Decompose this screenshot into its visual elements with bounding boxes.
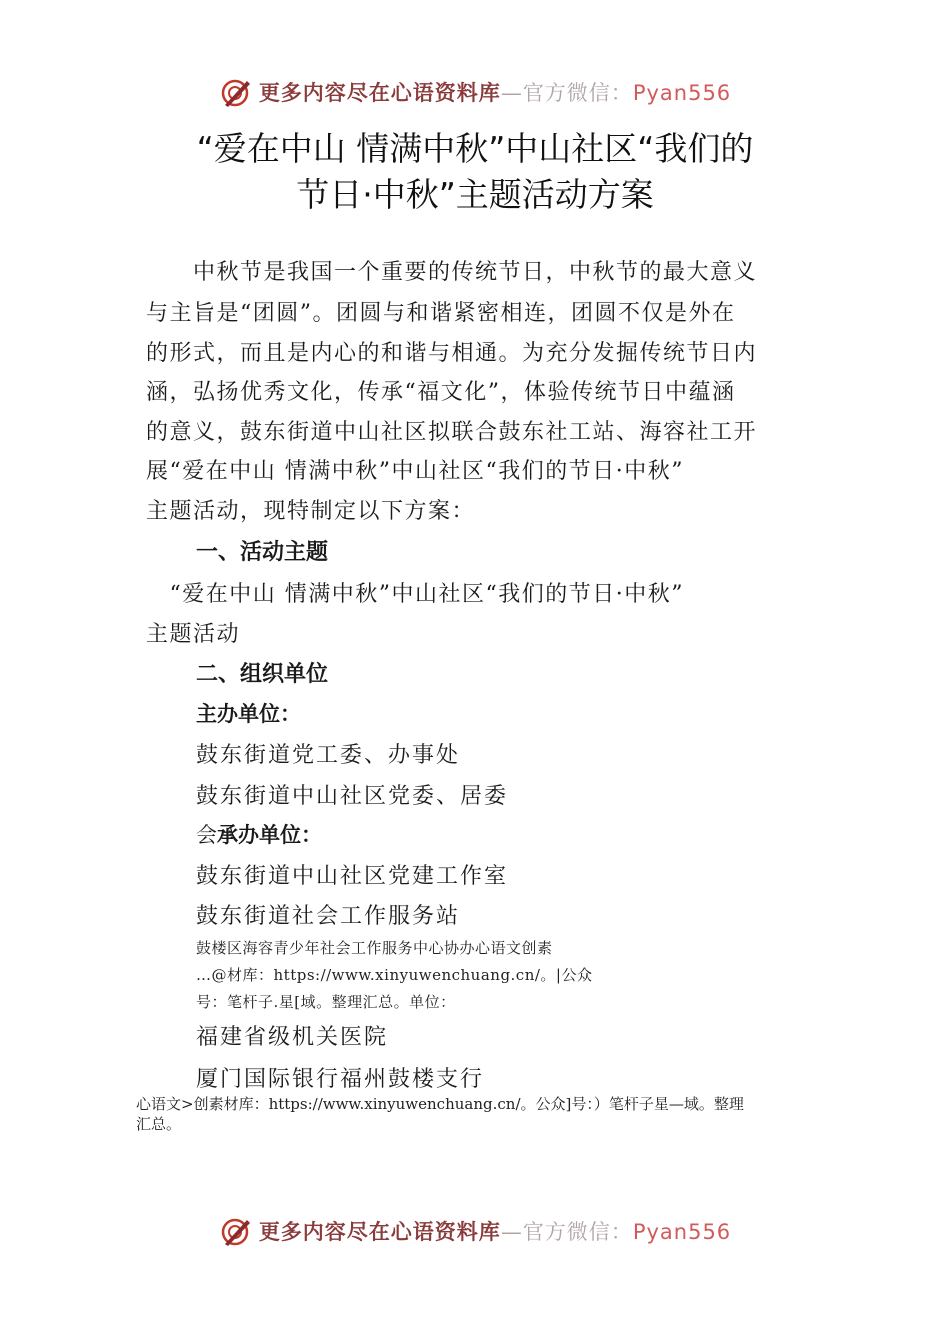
host-item: 鼓东街道中山社区党委、居委 bbox=[196, 784, 509, 809]
host-item: 鼓东街道党工委、办事处 bbox=[196, 743, 461, 768]
banner-text: 更多内容尽在心语资料库—官方微信：Pyan556 bbox=[258, 1220, 732, 1244]
intro-line: 与主旨是“团圆”。团圆与和谐紧密相连，团圆不仅是外在 bbox=[146, 301, 736, 326]
organizer-label: 会承办单位： bbox=[196, 823, 322, 847]
pen-logo-icon bbox=[219, 1214, 253, 1248]
organizer-item: 鼓东街道中山社区党建工作室 bbox=[196, 864, 509, 889]
footer-note-line: 汇总。 bbox=[136, 1115, 182, 1133]
co-org-item: 福建省级机关医院 bbox=[196, 1025, 389, 1050]
intro-line: 中秋节是我国一个重要的传统节日，中秋节的最大意义 bbox=[146, 260, 758, 285]
footer-banner bbox=[0, 1211, 950, 1251]
intro-line: 的形式，而且是内心的和谐与相通。为充分发掘传统节日内 bbox=[146, 341, 758, 366]
theme-line: 主题活动 bbox=[146, 622, 241, 647]
intro-line: 涵，弘扬优秀文化，传承“福文化”，体验传统节日中蕴涵 bbox=[146, 380, 736, 405]
section-heading-organizers: 二、组织单位 bbox=[196, 662, 329, 687]
section-heading-theme: 一、活动主题 bbox=[196, 540, 329, 565]
footer-note-line: 心语文>创素材库：https://www.xinyuwenchuang.cn/。公众]号：）笔杆子星—域。整理 bbox=[136, 1095, 744, 1113]
banner-text: 更多内容尽在心语资料库—官方微信：Pyan556 bbox=[258, 81, 732, 105]
organizer-item: 鼓东街道社会工作服务站 bbox=[196, 904, 461, 929]
co-org-item: 厦门国际银行福州鼓楼支行 bbox=[196, 1067, 485, 1092]
header-banner bbox=[0, 72, 950, 112]
intro-line: 主题活动，现特制定以下方案： bbox=[146, 499, 476, 524]
intro-line: 的意义，鼓东街道中山社区拟联合鼓东社工站、海容社工开 bbox=[146, 420, 758, 445]
title-line-2: 节日·中秋”主题活动方案 bbox=[296, 175, 654, 214]
garbled-line: …@材库：https://www.xinyuwenchuang.cn/。|公众 bbox=[196, 966, 593, 984]
pen-logo-icon bbox=[219, 75, 253, 109]
garbled-line: 号：笔杆子.星[域。整理汇总。单位： bbox=[196, 993, 456, 1011]
garbled-line: 鼓楼区海容青少年社会工作服务中心协办心语文创素 bbox=[196, 939, 553, 957]
intro-line: 展“爱在中山 情满中秋”中山社区“我们的节日·中秋” bbox=[146, 459, 684, 484]
title-line-1: “爱在中山 情满中秋”中山社区“我们的 bbox=[196, 129, 754, 168]
theme-line: “爱在中山 情满中秋”中山社区“我们的节日·中秋” bbox=[146, 582, 684, 607]
document-title bbox=[60, 126, 890, 218]
host-label: 主办单位： bbox=[196, 702, 301, 726]
